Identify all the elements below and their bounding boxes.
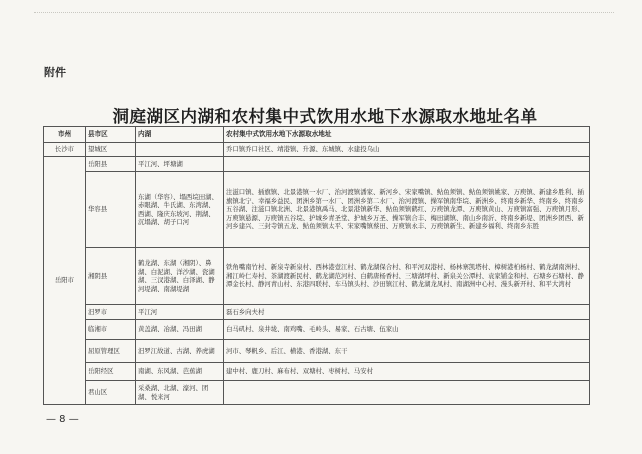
sites-cell [224, 157, 590, 172]
lakes-cell: 采桑湖、北湖、濠河、团湖、悦来河 [136, 381, 224, 405]
county-cell: 华容县 [86, 172, 136, 248]
sites-cell: 磊石乡向夫村 [224, 305, 590, 320]
lakes-cell: 平江河、坪塘湖 [136, 157, 224, 172]
table-row [44, 157, 590, 172]
table-row [44, 363, 590, 381]
lakes-cell: 东湖（华容）、塌西垸田湖、赤眼湖、牛氏湖、东湾湖、西湖、隆庆东坡河、荆湖、沉塌湖、胡子口河 [136, 172, 224, 248]
table-row [44, 305, 590, 320]
sites-cell: 白马矶村、泉井垅、南鸡嘴、毛岭头、易家、石古塘、伍家山 [224, 320, 590, 340]
table-header-row [44, 127, 590, 143]
county-cell: 屈原管理区 [86, 340, 136, 363]
sites-cell: 河市、琴帆乡、后江、横港、香港湖、东干 [224, 340, 590, 363]
water-source-table [43, 126, 590, 405]
page-number: — 8 — [46, 414, 79, 425]
header-sites: 农村集中式饮用水地下水源取水地址 [224, 127, 590, 143]
county-cell: 湘阴县 [86, 248, 136, 305]
table-row [44, 143, 590, 157]
sites-cell [224, 381, 590, 405]
table-row [44, 340, 590, 363]
lakes-cell: 汨罗江故道、古湖、养虎湖 [136, 340, 224, 363]
table-row [44, 381, 590, 405]
sites-cell: 铁角嘴南竹村、新泉寺新泉村、西林港壹江村、鹤龙湖保合村、和平河双港村、杨林寨凯塔村、樟树港柏杨村、鹤龙湖南洲村、湘江岭仁寿村、茶湖渡新民村、鹤龙湖范河村、白鹤唐杨香村、三塘湖坪村、新泉关公潭村、袁家铺金和村、石塘乡石塘村、静潭金长村、静河青山村、东港四联村、车马镇头村、沙田镇江村、鹤龙湖龙凤村、南湖洲中心村、漫头新开村、和平大湾村 [224, 248, 590, 305]
lakes-cell: 黄盖湖、冶湖、冯田湖 [136, 320, 224, 340]
county-cell: 望城区 [86, 143, 136, 157]
county-cell: 临湘市 [86, 320, 136, 340]
county-cell: 岳阳县 [86, 157, 136, 172]
city-cell: 岳阳市 [44, 157, 86, 405]
county-cell: 岳阳经区 [86, 363, 136, 381]
lakes-cell: 南湖、东风湖、芭蕉湖 [136, 363, 224, 381]
top-divider [34, 0, 614, 13]
header-lakes: 内湖 [136, 127, 224, 143]
lakes-cell [136, 143, 224, 157]
table-row [44, 172, 590, 248]
attachment-label: 附件 [44, 66, 66, 79]
document-title: 洞庭湖区内湖和农村集中式饮用水地下水源取水地址名单 [112, 107, 538, 126]
county-cell: 汨罗市 [86, 305, 136, 320]
sites-cell: 建中村、鹿刀村、麻布村、双塘村、枣树村、马安村 [224, 363, 590, 381]
sites-cell: 注滋口镇、插旗镇、北景港镇一水厂、治河渡镇潘家、新河乡、宋家嘴镇、鲇鱼须镇、鲇鱼须镇姚家、万庾镇、新建乡胜利、插旗镇北宁、幸福乡益民、团洲乡第一水厂、团洲乡第二水厂、治河渡镇、操军镇南华垸、新洲乡、终南乡新华、终南乡、终南乡五谷湖、注滋口镇北洲、北景港镇禹马、北景港镇新华、鲇鱼须镇鹤红、万庾镇龙潭、万庾镇黄山、万庾镇富强、万庾镇月形、万庾镇悬源、万庾镇五谷垸、护城乡青圣堂、护城乡万圣、操军镇合丰、梅田湖镇、南山乡南沂、终南乡新堤、团洲乡团西、新河乡建兴、三封寺镇五龙、鲇鱼须镇太平、宋家嘴镇蔡田、万庾镇永丰、万庾镇新生、新建乡福利、终南乡东胜 [224, 172, 590, 248]
sites-cell: 乔口镇乔口社区、靖港镇、升源、东城镇、水建投乌山 [224, 143, 590, 157]
table-row [44, 320, 590, 340]
header-city: 市州 [44, 127, 86, 143]
city-cell: 长沙市 [44, 143, 86, 157]
lakes-cell: 平江河 [136, 305, 224, 320]
header-county: 县市区 [86, 127, 136, 143]
lakes-cell: 鹤龙湖、东湖（湘阴）、鼻湖、白泥湖、洋沙湖、瓷湖湖、三汊港湖、白泽湖、静河堤湖、南湖堤湖 [136, 248, 224, 305]
table-row [44, 248, 590, 305]
county-cell: 君山区 [86, 381, 136, 405]
